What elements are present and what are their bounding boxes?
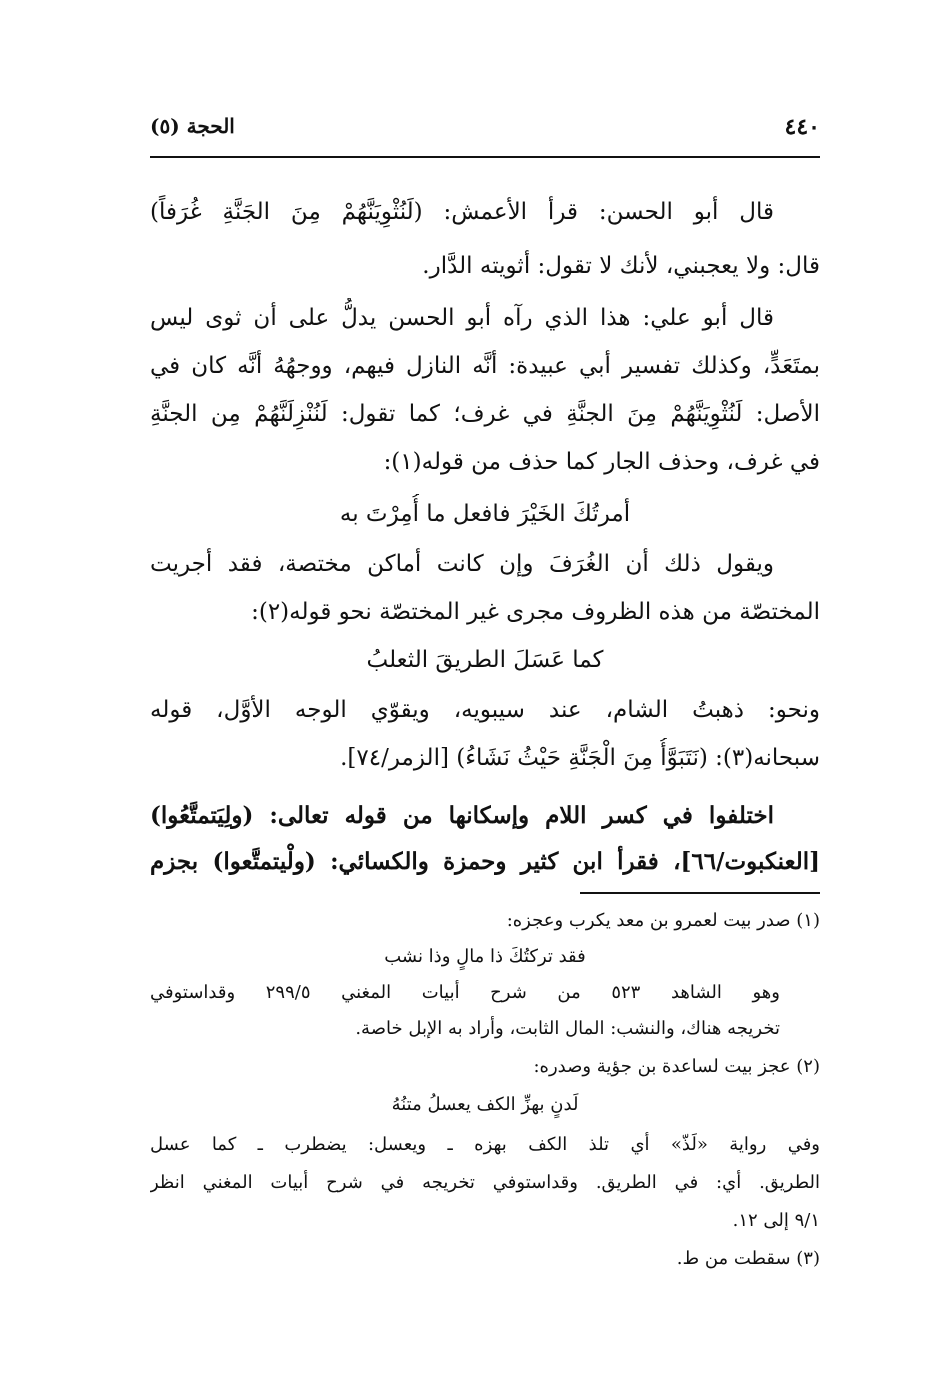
- footnote-line: الطريق. أي: في الطريق. وقداستوفي تخريجه في شرح أبيات المغني انظر: [150, 1172, 820, 1193]
- body-line: قال: ولا يعجبني، لأنك لا تقول: أثويته الدَّار.: [422, 253, 820, 279]
- footnote-verse: لَدنٍ بهزِّ الكف يعسلُ متنُهُ: [391, 1094, 579, 1115]
- page-header: [150, 108, 820, 152]
- header-rule: [150, 156, 820, 158]
- footnote-verse: فقد تركتُكَ ذا مالٍ وذا نشب: [384, 946, 586, 967]
- body-line: قال أبو علي: هذا الذي رآه أبو الحسن يدلُّ على أن ثوى ليس: [150, 305, 774, 331]
- body-line: ونحو: ذهبتُ الشام، عند سيبويه، ويقوّي الوجه الأوَّل، قوله: [150, 697, 820, 723]
- footnote-line: (٣) سقطت من ط.: [676, 1248, 820, 1269]
- body-line: المختصّة من هذه الظروف مجرى غير المختصّة نحو قوله(٢):: [251, 599, 820, 625]
- footnote-line: تخريجه هناك، والنشب: المال الثابت، وأراد به الإبل خاصة.: [355, 1018, 780, 1039]
- body-line: قال أبو الحسن: قرأ الأعمش: (لَنُثْوِيَنَّهُمْ مِنَ الجَنَّةِ غُرَفاً): [150, 199, 774, 225]
- page-number: ٤٤٠: [784, 114, 820, 140]
- footnote-line: وهو الشاهد ٥٢٣ من شرح أبيات المغني ٢٩٩/٥ وقداستوفي: [150, 982, 780, 1003]
- footnote-rule: [580, 892, 820, 894]
- footnote-line: (٢) عجز بيت لساعدة بن جؤية وصدره:: [533, 1056, 820, 1077]
- verse-line: كما عَسَلَ الطريقَ الثعلبُ: [366, 647, 604, 673]
- verse-line: أمرتُكَ الخَيْرَ فافعل ما أُمِرْتَ به: [339, 501, 631, 527]
- running-title: الحجة (٥): [150, 114, 235, 138]
- body-line-bold: [العنكبوت/٦٦]، فقرأ ابن كثير وحمزة والكسائي: (ولْيتمتَّعوا) بجزم: [150, 848, 820, 875]
- footnote-line: ٩/١ إلى ١٢.: [732, 1210, 820, 1231]
- body-line: سبحانه(٣): (نَتَبَوَّأُ مِنَ الْجَنَّةِ حَيْثُ نَشَاءُ) [الزمر/٧٤].: [340, 745, 820, 771]
- body-line-bold: اختلفوا في كسر اللام وإسكانها من قوله تعالى: (ولِيَتمتَّعُوا): [150, 802, 774, 829]
- footnote-line: (١) صدر بيت لعمرو بن معد يكرب وعجزه:: [506, 910, 820, 931]
- body-line: بمتَعَدٍّ، وكذلك تفسير أبي عبيدة: أنَّه النازل فيهم، ووجهُهُ أنَّه كان في: [150, 353, 820, 379]
- body-line: ويقول ذلك أن الغُرَفَ وإن كانت أماكن مختصة، فقد أجريت: [150, 551, 774, 577]
- footnote-line: وفي رواية «لَذّ» أي تلذ الكف بهزه ـ ويعسل: يضطرب ـ كما عسل: [150, 1134, 820, 1155]
- body-line: الأصل: لَنُثْوِيَنَّهُمْ مِنَ الجنَّةِ في غرف؛ كما تقول: لَنُنْزِلَنَّهُمْ مِن الجنَّةِ: [150, 401, 820, 427]
- body-line: في غرف، وحذف الجار كما حذف من قوله(١):: [383, 449, 820, 475]
